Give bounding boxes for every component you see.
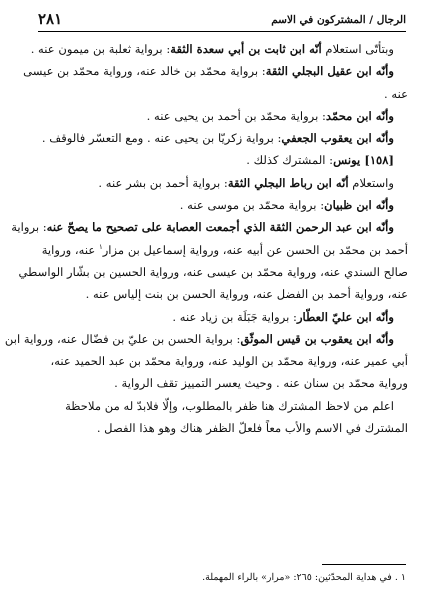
text-line <box>40 194 408 216</box>
bold-term: وأنّه ابن عليّ العطّار <box>296 309 394 324</box>
text-run: : برواية زكريّا بن يحيى عنه . ومع التعسّر فالوقف . <box>41 131 282 146</box>
text-run: واستعلام <box>348 175 394 190</box>
text-line <box>18 261 408 283</box>
text-line <box>11 216 408 238</box>
bold-term: وأنّه ابن ظبيان <box>324 198 394 213</box>
text-run: عنه، ورواية أحمد بن الفضل عنه، ورواية الحسن بن بنت إلياس عنه . <box>85 287 408 302</box>
text-run: وبتأتّى استعلام <box>321 42 394 56</box>
paragraph <box>4 38 408 439</box>
text-line <box>4 328 408 350</box>
text-run: عنه، ورواية <box>41 242 99 257</box>
text-line <box>23 60 408 82</box>
text-line <box>40 306 408 328</box>
text-run: : برواية ثعلبة بن ميمون عنه . <box>30 42 171 56</box>
bold-term: وأنّه ابن عبد الرحمن الثقة الذي أجمعت العصابة على تصحيح ما يصحّ عنه <box>46 220 394 235</box>
body-text <box>4 38 408 439</box>
text-run: : برواية أحمد بن بشر عنه . <box>98 175 228 190</box>
text-run: اعلم من لاحظ المشترك هنا ظفر بالمطلوب، وإلّا فلابدّ له من ملاحظة <box>65 398 394 413</box>
footnote: ١ . في هداية المحدّثين: ٢٦٥: «مرار» بالراء المهملة. <box>202 572 406 583</box>
text-line <box>40 83 408 105</box>
text-run: صالح السندي عنه، ورواية محمّد بن عيسى عنه، ورواية الحسين بن بشّار الواسطي <box>18 264 408 279</box>
bold-term: وأنّه ابن عقيل البجلي الثقة <box>265 64 394 79</box>
text-run: عنه . <box>383 86 408 101</box>
text-run: : برواية <box>11 220 47 235</box>
entry-heading: [١٥٨] يونس <box>333 153 394 168</box>
page-number: ٢٨١ <box>38 10 63 28</box>
text-line <box>40 127 408 149</box>
text-run: : برواية محمّد بن خالد عنه، ورواية محمّد بن عيسى <box>23 64 266 79</box>
entry-heading-line <box>40 149 408 171</box>
running-title: الرجال / المشتركون في الاسم <box>271 14 406 26</box>
text-run: أبي عمير عنه، ورواية محمّد بن الوليد عنه، ورواية محمّد بن عبد الحميد عنه، <box>50 354 408 369</box>
text-run: : برواية محمّد بن موسى عنه . <box>179 198 325 213</box>
page-header <box>38 10 406 32</box>
text-line <box>40 239 408 261</box>
text-run: أحمد بن محمّد بن الحسن عن أبيه عنه، ورواية إسماعيل بن مزار <box>102 242 408 257</box>
text-line <box>40 372 408 394</box>
text-line <box>40 105 408 127</box>
bold-term: أنّه ابن ثابت بن أبي سعدة الثقة <box>170 42 322 56</box>
text-run: ورواية محمّد بن سنان عنه . وحيث يعسر التمييز تقف الرواية . <box>114 376 408 391</box>
bold-term: وأنّه ابن يعقوب الجعفي <box>281 131 394 146</box>
footnote-rule <box>322 564 406 565</box>
text-line <box>40 417 408 439</box>
text-run: : برواية محمّد بن أحمد بن يحيى عنه . <box>146 108 326 123</box>
text-line <box>40 172 408 194</box>
text-run: : برواية الحسن بن عليّ بن فضّال عنه، ورواية ابن <box>4 331 241 346</box>
text-run: : برواية جَبَلَة بن زياد عنه . <box>172 309 297 324</box>
text-run: المشترك في الاسم والأب معاً فلعلّ الظفر هناك وهو هذا الفصل . <box>96 421 408 436</box>
text-line <box>40 350 408 372</box>
text-line <box>40 395 408 417</box>
text-run: : المشترك كذلك . <box>246 153 334 168</box>
text-line <box>40 283 408 305</box>
footnote-marker: ١ <box>98 242 103 251</box>
header-rule <box>38 31 406 32</box>
bold-term: وأنّه ابن يعقوب بن قيس الموثّق <box>240 331 394 346</box>
bold-term: أنّه ابن رباط البجلي الثقة <box>227 175 349 190</box>
text-line <box>30 38 408 60</box>
bold-term: وأنّه ابن محمّد <box>325 108 394 123</box>
